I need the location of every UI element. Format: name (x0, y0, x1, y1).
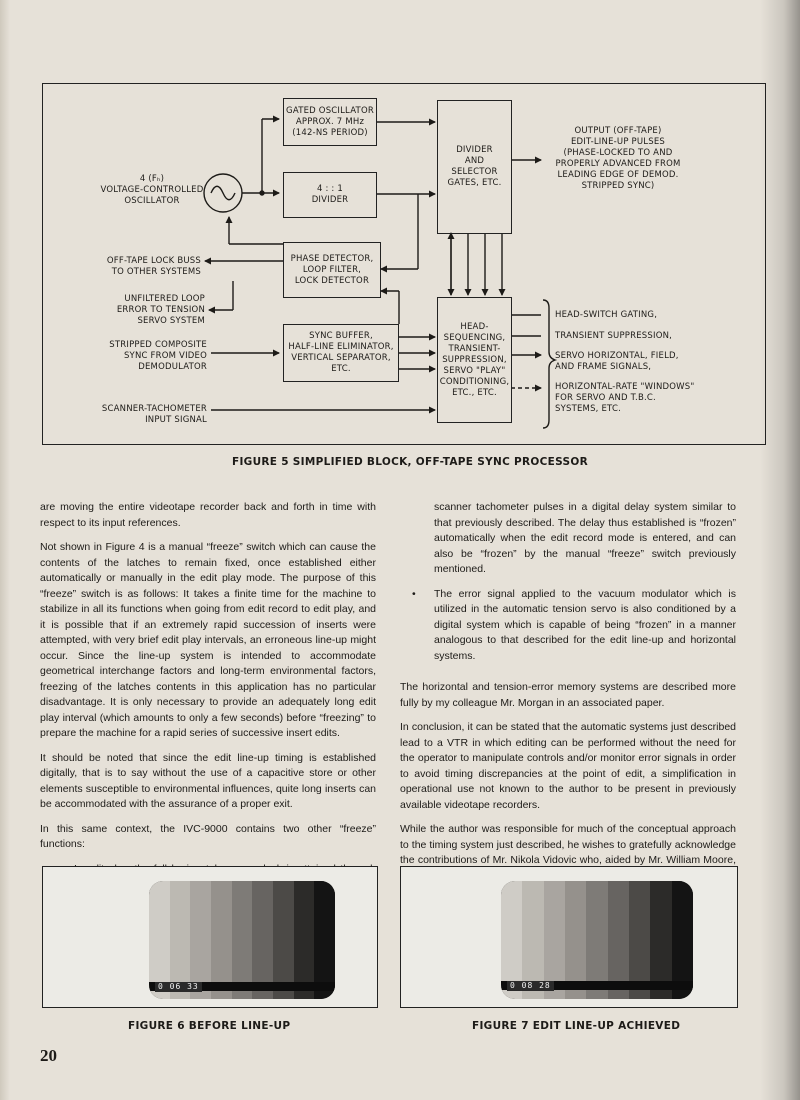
timecode-display: 0 08 28 (507, 981, 554, 991)
bullet-text: The error signal applied to the vacuum modulator which is utilized in the automatic tension servo is also conditioned by a digital system which is capable of being “frozen” in a manner analogous to that described for the edit line-up and horizontal systems. (434, 587, 736, 662)
horizontal-windows-label: HORIZONTAL-RATE "WINDOWS" FOR SERVO AND T.B.C. SYSTEMS, ETC. (555, 382, 695, 414)
transient-suppression-label: TRANSIENT SUPPRESSION, (555, 331, 673, 341)
timecode-display: 0 06 33 (155, 982, 202, 992)
sine-wave-icon (211, 186, 235, 200)
page-number: 20 (40, 1046, 57, 1065)
figure7-photo (400, 866, 738, 1008)
tachometer-input-label: SCANNER-TACHOMETER INPUT SIGNAL (101, 404, 207, 425)
right-text-column (400, 500, 736, 893)
left-text-column (40, 500, 376, 902)
figure5-diagram (42, 83, 766, 445)
monitor-screen (501, 881, 693, 999)
sync-buffer-block: SYNC BUFFER, HALF-LINE ELIMINATOR, VERTICAL SEPARATOR, ETC. (283, 324, 399, 382)
four-to-one-divider-block: 4 : : 1 DIVIDER (283, 172, 377, 218)
bullet-item (400, 587, 736, 665)
stripped-sync-input-label: STRIPPED COMPOSITE SYNC FROM VIDEO DEMODULATOR (109, 340, 207, 372)
paragraph: It should be noted that since the edit line-up timing is established digitally, that is to say without the use of a capacitive store or other elements susceptible to environmental influences, quite long inserts can be accommodated with the assurance of a proper exit. (40, 751, 376, 810)
divider-selector-block: DIVIDER AND SELECTOR GATES, ETC. (437, 100, 512, 234)
gated-oscillator-block: GATED OSCILLATOR APPROX. 7 MHz (142-NS PERIOD) (283, 98, 377, 146)
paragraph: The horizontal and tension-error memory systems are described more fully by my colleague Mr. Morgan in an associated paper. (400, 681, 736, 709)
bullet-dot: • (412, 587, 416, 600)
lock-buss-label: OFF-TAPE LOCK BUSS TO OTHER SYSTEMS (106, 256, 201, 277)
output-pulses-label: OUTPUT (OFF-TAPE) EDIT-LINE-UP PULSES (PHASE-LOCKED TO AND PROPERLY ADVANCED FROM LEADING EDGE OF DEMOD. STRIPPED SYNC) (555, 126, 681, 191)
head-sequencing-block: HEAD- SEQUENCING, TRANSIENT- SUPPRESSION, SERVO "PLAY" CONDITIONING, ETC., ETC. (437, 297, 512, 423)
page-left-edge (0, 0, 10, 1100)
paragraph: In this same context, the IVC-9000 contains two other “freeze” functions: (40, 822, 376, 850)
paragraph: Not shown in Figure 4 is a manual “freeze” switch which can cause the contents of the latches to remain fixed, once established either automatically or manually in the edit play mode. The purpose of this “freeze” switch is as follows: It takes a finite time for the machine to stabilize in all its functions when going from edit record to edit play, and it is possible that if an extremely rapid succession of inserts were attempted, with very brief edit play intervals, an erroneous line-up might occur. Since the line-up system is intended to accommodate geometrical interchange factors and long-term environmental factors, freezing of the latches contents in this application has no particular disadvantage. It is only necessary to provide an adequately long edit play interval (which amounts to only a few seconds) before “freezing” to prepare the machine for a rapid series of successive insert edits. (40, 541, 376, 739)
figure7-caption: FIGURE 7 EDIT LINE-UP ACHIEVED (472, 1020, 681, 1032)
binding-shadow (760, 0, 800, 1100)
paragraph: In conclusion, it can be stated that the automatic systems just described lead to a VTR in which editing can be performed without the need for the operator to manipulate controls and/or monitor error signals in order to avoid timing discrepancies at the point of edit, a simplification in operational use not known to the author to be present in previously available videotape recorders. (400, 721, 736, 811)
figure6-caption: FIGURE 6 BEFORE LINE-UP (128, 1020, 291, 1032)
loop-error-label: UNFILTERED LOOP ERROR TO TENSION SERVO SYSTEM (116, 294, 205, 326)
paragraph: While the author was responsible for much of the conceptual approach to the timing system just described, he wishes to gratefully acknowledge the contributions of Mr. Nikola Vidovic who, aided by Mr. William Moore, (400, 823, 736, 866)
vco-label: 4 (Fₕ) VOLTAGE-CONTROLLED OSCILLATOR (100, 174, 204, 206)
head-switch-gating-label: HEAD-SWITCH GATING, (555, 310, 658, 320)
paragraph: scanner tachometer pulses in a digital delay system similar to that previously described. The delay thus established is “frozen” automatically when the edit record mode is entered, and can also be “frozen” by the manual “freeze” switch previously mentioned. (434, 501, 736, 575)
phase-detector-block: PHASE DETECTOR, LOOP FILTER, LOCK DETECTOR (283, 242, 381, 298)
servo-signals-label: SERVO HORIZONTAL, FIELD, AND FRAME SIGNALS, (555, 351, 679, 372)
figure6-photo (42, 866, 378, 1008)
figure5-caption: FIGURE 5 SIMPLIFIED BLOCK, OFF-TAPE SYNC PROCESSOR (232, 456, 588, 468)
monitor-screen (149, 881, 335, 999)
paragraph: are moving the entire videotape recorder back and forth in time with respect to its input references. (40, 501, 376, 529)
